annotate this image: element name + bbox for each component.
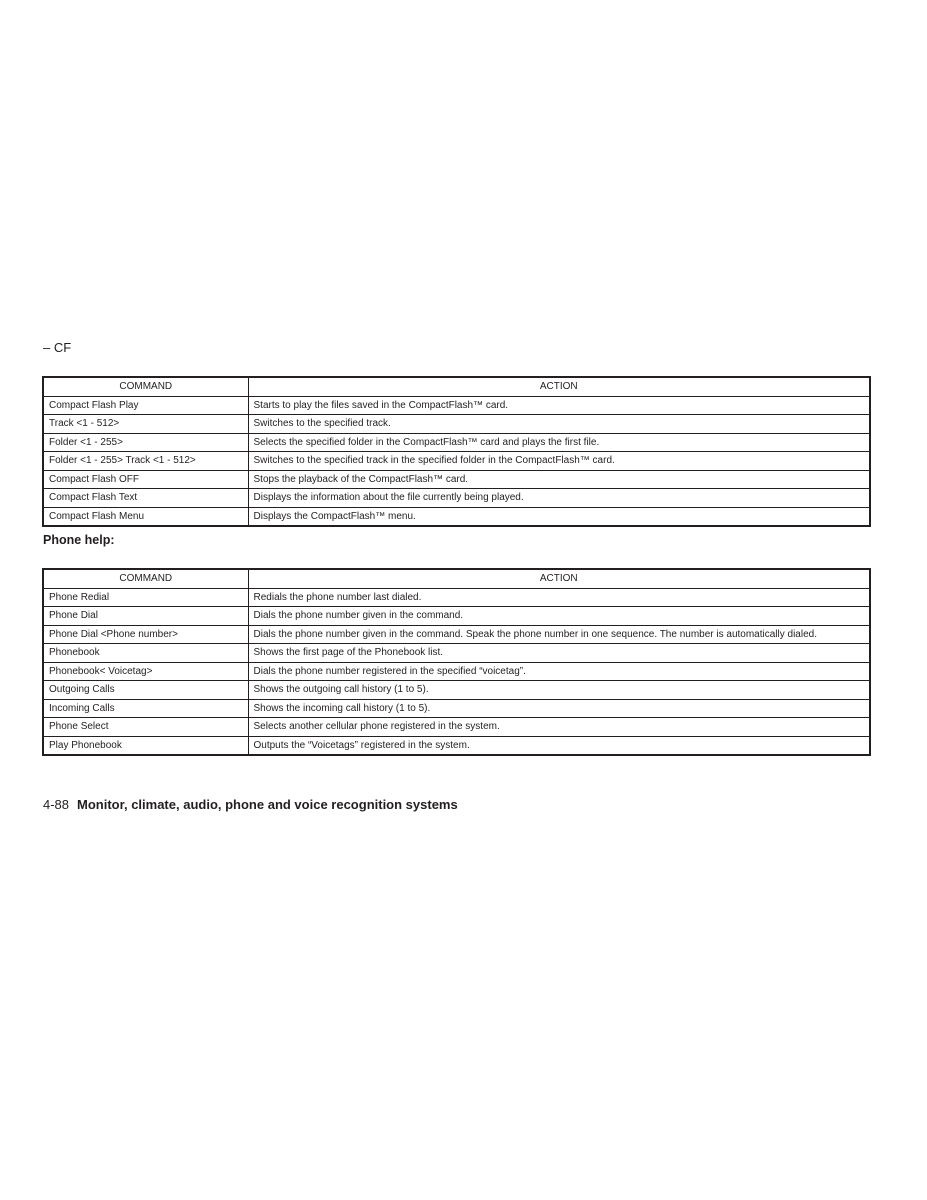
command-cell: Folder <1 - 255> — [43, 433, 248, 452]
action-cell: Shows the first page of the Phonebook list. — [248, 644, 870, 663]
command-cell: Track <1 - 512> — [43, 415, 248, 434]
cf-commands-table — [42, 376, 871, 527]
action-cell: Switches to the specified track in the specified folder in the CompactFlash™ card. — [248, 452, 870, 471]
table-row — [43, 433, 870, 452]
table-row — [43, 470, 870, 489]
action-cell: Switches to the specified track. — [248, 415, 870, 434]
action-cell: Redials the phone number last dialed. — [248, 588, 870, 607]
table-header-row — [43, 569, 870, 588]
table-row — [43, 699, 870, 718]
action-column-header: ACTION — [248, 377, 870, 396]
page-footer — [43, 797, 458, 812]
table-row — [43, 681, 870, 700]
phone-commands-table — [42, 568, 871, 756]
table-header-row — [43, 377, 870, 396]
cf-section-label: – CF — [43, 340, 72, 355]
command-cell: Compact Flash OFF — [43, 470, 248, 489]
action-cell: Stops the playback of the CompactFlash™ card. — [248, 470, 870, 489]
table-row — [43, 607, 870, 626]
command-column-header: COMMAND — [43, 569, 248, 588]
chapter-title: Monitor, climate, audio, phone and voice recognition systems — [77, 797, 458, 812]
table-row — [43, 507, 870, 526]
action-column-header: ACTION — [248, 569, 870, 588]
table-row — [43, 625, 870, 644]
command-cell: Phone Select — [43, 718, 248, 737]
command-cell: Outgoing Calls — [43, 681, 248, 700]
action-cell: Displays the CompactFlash™ menu. — [248, 507, 870, 526]
command-cell: Compact Flash Text — [43, 489, 248, 508]
table-row — [43, 489, 870, 508]
table-row — [43, 736, 870, 755]
command-cell: Folder <1 - 255> Track <1 - 512> — [43, 452, 248, 471]
table-row — [43, 662, 870, 681]
table-row — [43, 415, 870, 434]
action-cell: Outputs the “Voicetags” registered in the system. — [248, 736, 870, 755]
command-cell: Play Phonebook — [43, 736, 248, 755]
command-cell: Phonebook — [43, 644, 248, 663]
command-cell: Phone Dial — [43, 607, 248, 626]
table-row — [43, 452, 870, 471]
action-cell: Starts to play the files saved in the CompactFlash™ card. — [248, 396, 870, 415]
table-row — [43, 396, 870, 415]
phone-help-heading: Phone help: — [43, 533, 115, 547]
command-cell: Compact Flash Menu — [43, 507, 248, 526]
action-cell: Dials the phone number given in the command. Speak the phone number in one sequence. The number is automatically dialed. — [248, 625, 870, 644]
action-cell: Displays the information about the file currently being played. — [248, 489, 870, 508]
action-cell: Shows the outgoing call history (1 to 5). — [248, 681, 870, 700]
table-row — [43, 644, 870, 663]
page-number: 4-88 — [43, 797, 70, 812]
command-cell: Phone Dial <Phone number> — [43, 625, 248, 644]
table-row — [43, 718, 870, 737]
command-cell: Compact Flash Play — [43, 396, 248, 415]
command-cell: Phonebook< Voicetag> — [43, 662, 248, 681]
table-row — [43, 588, 870, 607]
command-cell: Phone Redial — [43, 588, 248, 607]
command-cell: Incoming Calls — [43, 699, 248, 718]
action-cell: Shows the incoming call history (1 to 5). — [248, 699, 870, 718]
action-cell: Dials the phone number registered in the specified “voicetag”. — [248, 662, 870, 681]
action-cell: Selects another cellular phone registered in the system. — [248, 718, 870, 737]
action-cell: Selects the specified folder in the CompactFlash™ card and plays the first file. — [248, 433, 870, 452]
action-cell: Dials the phone number given in the command. — [248, 607, 870, 626]
command-column-header: COMMAND — [43, 377, 248, 396]
